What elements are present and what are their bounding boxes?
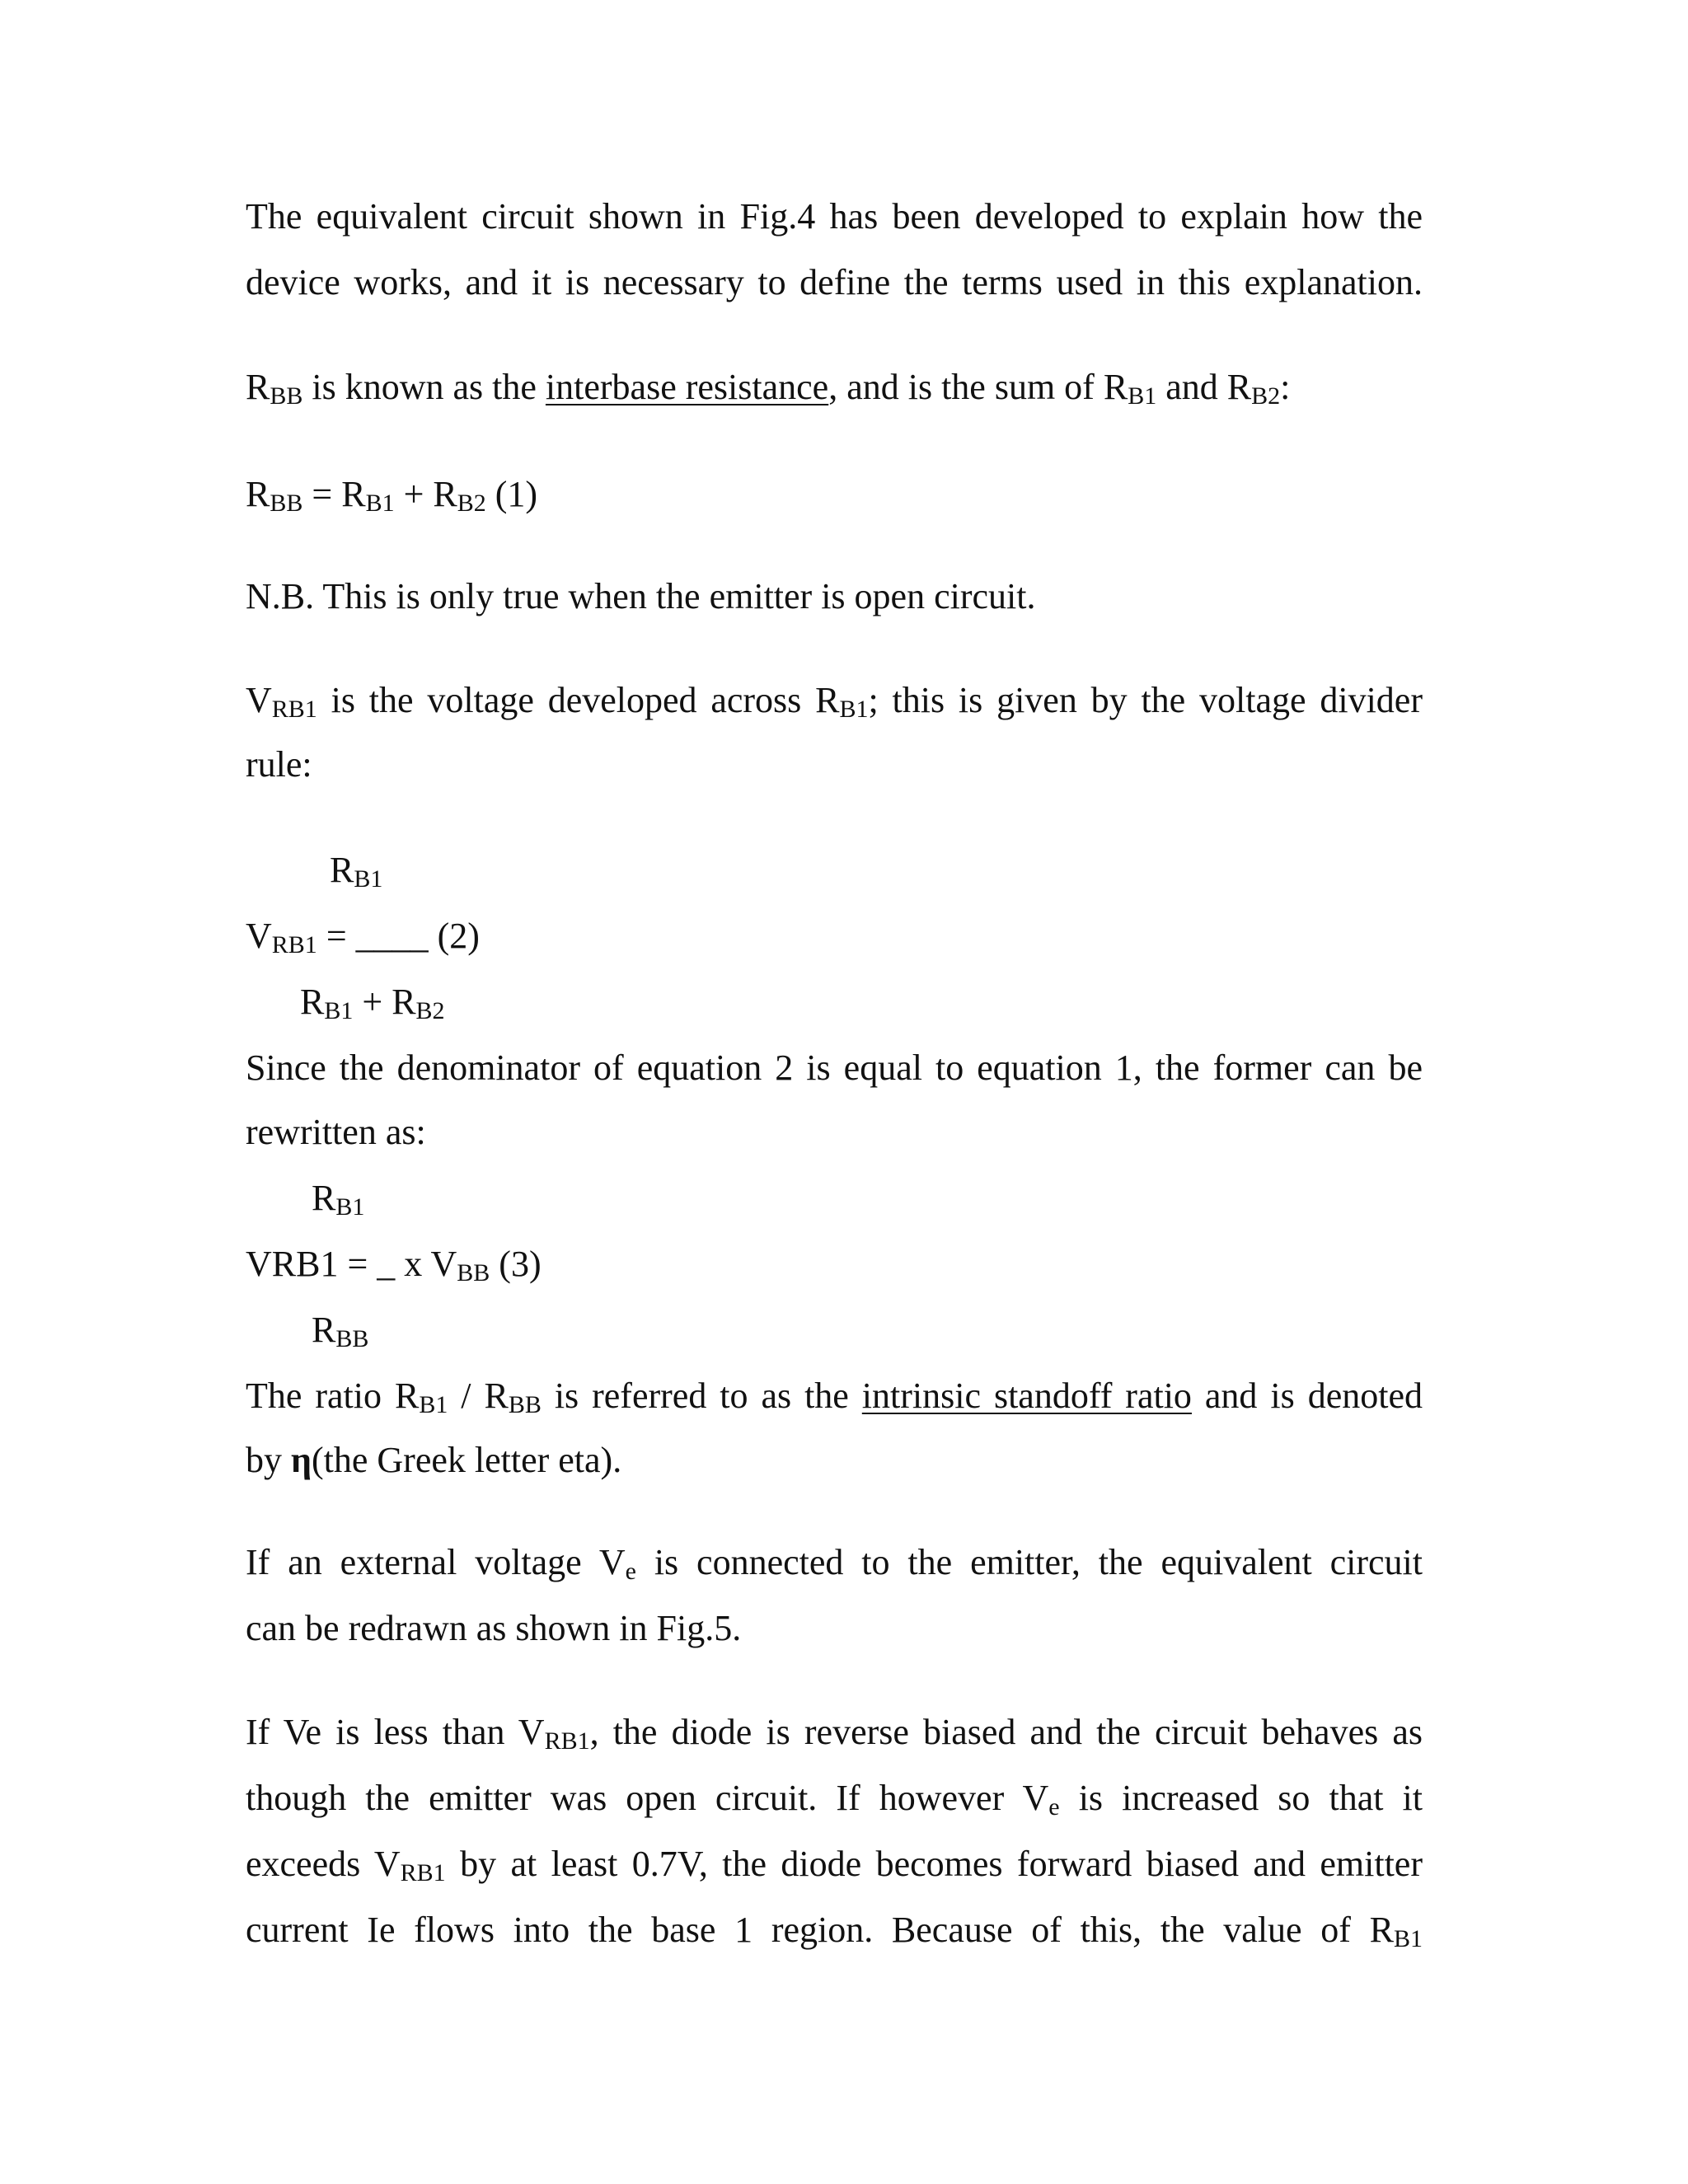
eta-line [246, 1436, 1423, 1485]
text: exceeds V [246, 1844, 401, 1884]
subscript: B1 [365, 490, 395, 517]
subscript: B1 [324, 997, 354, 1024]
text: by at least 0.7V, the diode becomes forward biased and emitter [445, 1844, 1423, 1884]
text: is referred to as the [541, 1376, 862, 1416]
subscript: e [1048, 1793, 1060, 1821]
text: If Ve is less than V [246, 1712, 545, 1752]
paragraph-line: rule: [246, 744, 312, 785]
subscript: B1 [1393, 1925, 1423, 1952]
standoff-ratio-line [246, 1371, 1423, 1421]
text: ; this is given by the voltage divider [868, 680, 1423, 720]
text: R [330, 850, 354, 890]
interbase-definition [246, 363, 1423, 412]
text: current Ie flows into the base 1 region. Because of this, the value of R [246, 1910, 1394, 1950]
subscript: B1 [335, 1193, 365, 1221]
text: If an external voltage V [246, 1542, 626, 1582]
paragraph-line: device works, and it is necessary to define the terms used in this explanation. [246, 262, 1423, 302]
text: V [246, 680, 272, 720]
equation-2-numerator [330, 846, 382, 895]
subscript: B2 [415, 997, 445, 1024]
text: VRB1 = _ x V [246, 1244, 457, 1284]
text: by [246, 1440, 291, 1480]
text: + R [353, 982, 416, 1022]
paragraph-line: Since the denominator of equation 2 is equal to equation 1, the former can be [246, 1047, 1423, 1088]
equation-3 [246, 1240, 542, 1289]
subscript: BB [508, 1391, 542, 1418]
text: R [300, 982, 325, 1022]
subscript: BB [457, 1259, 490, 1286]
vrb1-definition [246, 676, 1423, 725]
open-circuit-line [246, 1774, 1423, 1823]
subscript: RB1 [400, 1859, 446, 1886]
term-interbase-resistance: interbase resistance [545, 367, 829, 407]
subscript: BB [335, 1325, 369, 1352]
text: is the voltage developed across R [316, 680, 840, 720]
subscript: B1 [1128, 382, 1157, 410]
subscript: B1 [354, 865, 383, 893]
text: , and is the sum of R [828, 367, 1128, 407]
text: (3) [490, 1244, 542, 1284]
text: V [246, 916, 272, 956]
equation-3-numerator [312, 1174, 364, 1223]
text: and is denoted [1191, 1376, 1423, 1416]
text: is connected to the emitter, the equivalent circuit [635, 1542, 1423, 1582]
subscript: RB1 [271, 696, 317, 723]
text: though the emitter was open circuit. If however V [246, 1778, 1049, 1818]
equation-2-denominator [300, 977, 445, 1027]
equation-2 [246, 912, 480, 961]
subscript: RB1 [271, 931, 317, 958]
text: R [246, 367, 270, 407]
paragraph-line: The equivalent circuit shown in Fig.4 has been developed to explain how the [246, 196, 1423, 237]
reverse-bias-line [246, 1708, 1423, 1757]
text: R [312, 1310, 336, 1350]
forward-bias-line [246, 1840, 1423, 1889]
text: R [246, 474, 270, 514]
text: R [312, 1178, 336, 1218]
emitter-current-line [246, 1905, 1423, 1955]
text: is known as the [302, 367, 546, 407]
subscript: e [625, 1558, 636, 1585]
text: (1) [485, 474, 538, 514]
text: = R [302, 474, 366, 514]
equation-3-denominator [312, 1305, 368, 1355]
text: / R [448, 1376, 509, 1416]
text: (the Greek letter eta). [312, 1440, 622, 1480]
equation-1 [246, 470, 1423, 519]
paragraph-line: rewritten as: [246, 1112, 426, 1152]
subscript: B1 [839, 696, 869, 723]
text: , the diode is reverse biased and the circuit behaves as [589, 1712, 1423, 1752]
subscript: B2 [1251, 382, 1281, 410]
subscript: B2 [457, 490, 486, 517]
subscript: RB1 [544, 1727, 590, 1755]
text: is increased so that it [1059, 1778, 1423, 1818]
text: and R [1156, 367, 1252, 407]
subscript: B1 [419, 1391, 448, 1418]
paragraph-line: can be redrawn as shown in Fig.5. [246, 1608, 742, 1648]
eta-symbol: η [291, 1440, 312, 1480]
subscript: BB [270, 490, 303, 517]
text: : [1280, 367, 1291, 407]
text: = ____ (2) [316, 916, 480, 956]
term-intrinsic-standoff-ratio: intrinsic standoff ratio [861, 1376, 1192, 1416]
text: + R [394, 474, 457, 514]
external-voltage-line [246, 1538, 1423, 1587]
text: The ratio R [246, 1376, 420, 1416]
subscript: BB [270, 382, 303, 410]
nb-note: N.B. This is only true when the emitter is open circuit. [246, 576, 1036, 616]
